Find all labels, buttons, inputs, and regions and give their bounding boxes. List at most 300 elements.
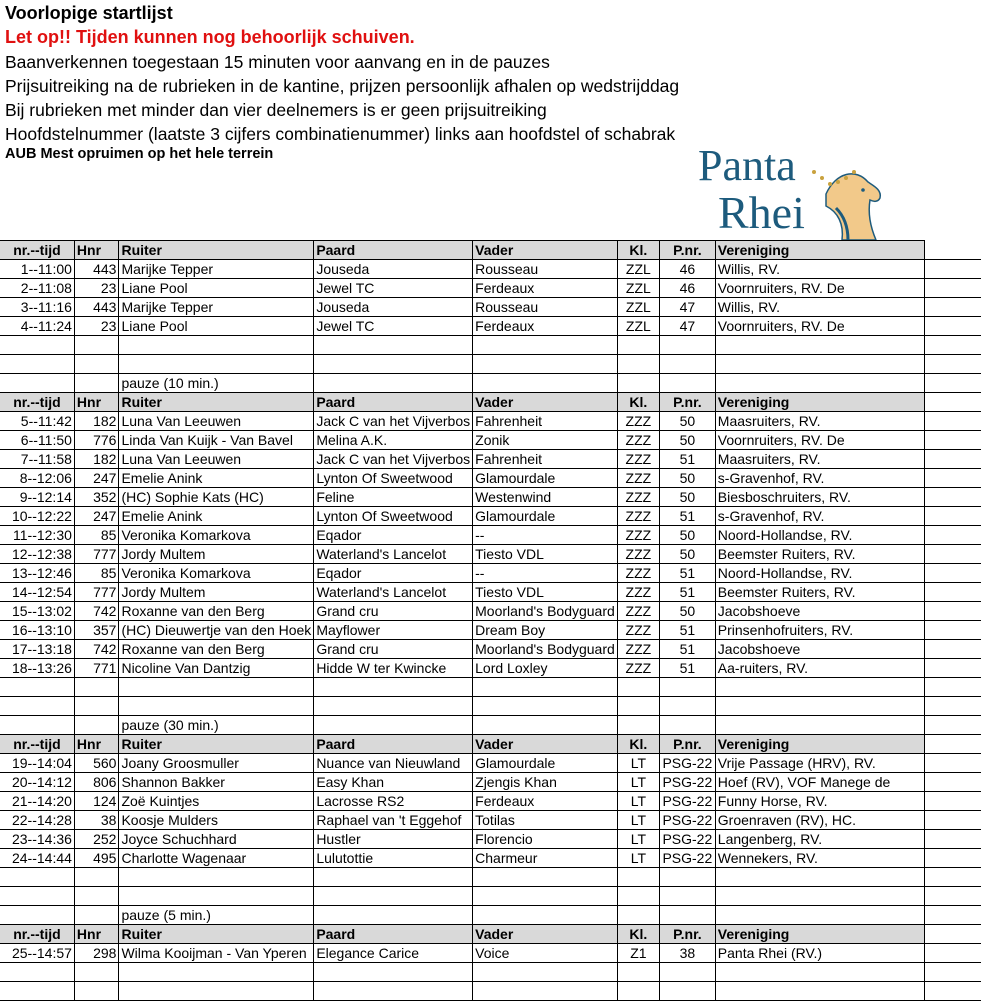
horse-cell: Mayflower (314, 621, 473, 640)
sire-cell: Ferdeaux (473, 317, 618, 336)
hnr-cell: 560 (74, 754, 119, 773)
empty-cell (924, 545, 981, 564)
start-number-time-cell: 12--12:38 (0, 545, 74, 564)
empty-cell (74, 374, 119, 393)
class-cell: ZZL (617, 260, 659, 279)
empty-row (0, 887, 981, 906)
protocol-number-cell: 50 (659, 412, 715, 431)
empty-row (0, 982, 981, 1001)
empty-cell (924, 431, 981, 450)
hnr-cell: 443 (74, 260, 119, 279)
empty-cell (924, 298, 981, 317)
table-row (0, 298, 981, 317)
start-number-time-cell: 13--12:46 (0, 564, 74, 583)
info-line-2: Prijsuitreiking na de rubrieken in de kantine, prijzen persoonlijk afhalen op wedstrijddag (5, 76, 680, 96)
club-cell: Biesboschruiters, RV. (715, 488, 924, 507)
empty-cell (659, 906, 715, 925)
sire-cell: Glamourdale (473, 469, 618, 488)
empty-cell (119, 963, 314, 982)
horse-cell: Jewel TC (314, 317, 473, 336)
club-cell: s-Gravenhof, RV. (715, 507, 924, 526)
hnr-cell: 182 (74, 450, 119, 469)
class-cell: ZZZ (617, 488, 659, 507)
horse-cell: Lacrosse RS2 (314, 792, 473, 811)
start-number-time-cell: 22--14:28 (0, 811, 74, 830)
protocol-number-cell: 46 (659, 279, 715, 298)
protocol-number-cell: PSG-22 (659, 849, 715, 868)
sire-cell: -- (473, 526, 618, 545)
sire-cell: Ferdeaux (473, 792, 618, 811)
protocol-number-cell: 47 (659, 317, 715, 336)
horse-cell: Hidde W ter Kwincke (314, 659, 473, 678)
pause-label: pauze (10 min.) (119, 374, 314, 393)
empty-cell (0, 982, 74, 1001)
table-row (0, 317, 981, 336)
hnr-cell: 124 (74, 792, 119, 811)
empty-cell (314, 906, 473, 925)
empty-cell (314, 868, 473, 887)
protocol-number-cell: 50 (659, 602, 715, 621)
horse-cell: Jewel TC (314, 279, 473, 298)
protocol-number-cell: 51 (659, 659, 715, 678)
sire-cell: Zonik (473, 431, 618, 450)
table-row (0, 640, 981, 659)
sire-cell: Ferdeaux (473, 279, 618, 298)
column-header: Vader (473, 735, 618, 754)
empty-cell (473, 887, 618, 906)
empty-cell (924, 564, 981, 583)
hnr-cell: 182 (74, 412, 119, 431)
class-cell: ZZZ (617, 412, 659, 431)
rider-cell: Joany Groosmuller (119, 754, 314, 773)
info-line-4: Hoofdstelnummer (laatste 3 cijfers combinatienummer) links aan hoofdstel of schabrak (5, 124, 676, 144)
empty-cell (715, 982, 924, 1001)
empty-cell (924, 716, 981, 735)
panta-rhei-logo (698, 142, 884, 246)
class-cell: ZZZ (617, 602, 659, 621)
hnr-cell: 247 (74, 469, 119, 488)
empty-cell (119, 355, 314, 374)
class-cell: ZZL (617, 279, 659, 298)
horse-cell: Waterland's Lancelot (314, 545, 473, 564)
empty-cell (473, 716, 618, 735)
table-row (0, 621, 981, 640)
info-line-3: Bij rubrieken met minder dan vier deelnemers is er geen prijsuitreiking (5, 100, 547, 120)
horse-cell: Jouseda (314, 260, 473, 279)
horse-cell: Elegance Carice (314, 944, 473, 963)
empty-cell (924, 792, 981, 811)
start-number-time-cell: 21--14:20 (0, 792, 74, 811)
class-cell: ZZZ (617, 450, 659, 469)
column-header: Ruiter (119, 241, 314, 260)
class-cell: LT (617, 792, 659, 811)
horse-cell: Easy Khan (314, 773, 473, 792)
horse-cell: Jouseda (314, 298, 473, 317)
sire-cell: Dream Boy (473, 621, 618, 640)
horse-head-icon (826, 174, 880, 240)
protocol-number-cell: 46 (659, 260, 715, 279)
protocol-number-cell: PSG-22 (659, 830, 715, 849)
empty-cell (659, 374, 715, 393)
rider-cell: Koosje Mulders (119, 811, 314, 830)
rider-cell: Nicoline Van Dantzig (119, 659, 314, 678)
empty-cell (617, 678, 659, 697)
empty-cell (924, 507, 981, 526)
protocol-number-cell: 51 (659, 583, 715, 602)
hnr-cell: 495 (74, 849, 119, 868)
horse-cell: Nuance van Nieuwland (314, 754, 473, 773)
logo-text-2: Rhei (718, 187, 805, 238)
sire-cell: -- (473, 564, 618, 583)
empty-cell (314, 963, 473, 982)
start-number-time-cell: 3--11:16 (0, 298, 74, 317)
sire-cell: Tiesto VDL (473, 583, 618, 602)
protocol-number-cell: 50 (659, 526, 715, 545)
protocol-number-cell: 51 (659, 640, 715, 659)
empty-cell (924, 355, 981, 374)
sire-cell: Florencio (473, 830, 618, 849)
hnr-cell: 443 (74, 298, 119, 317)
empty-cell (924, 640, 981, 659)
empty-cell (74, 716, 119, 735)
class-cell: ZZL (617, 317, 659, 336)
rider-cell: Liane Pool (119, 279, 314, 298)
horse-cell: Melina A.K. (314, 431, 473, 450)
start-number-time-cell: 19--14:04 (0, 754, 74, 773)
empty-cell (924, 279, 981, 298)
empty-cell (74, 868, 119, 887)
empty-cell (715, 716, 924, 735)
column-header: Hnr (74, 241, 119, 260)
horse-cell: Hustler (314, 830, 473, 849)
rider-cell: Wilma Kooijman - Van Yperen (119, 944, 314, 963)
hnr-cell: 38 (74, 811, 119, 830)
club-cell: Beemster Ruiters, RV. (715, 545, 924, 564)
hnr-cell: 771 (74, 659, 119, 678)
empty-cell (715, 355, 924, 374)
protocol-number-cell: 51 (659, 507, 715, 526)
rider-cell: Roxanne van den Berg (119, 602, 314, 621)
column-header: nr.--tijd (0, 735, 74, 754)
table-header-row (0, 735, 981, 754)
empty-cell (617, 963, 659, 982)
club-cell: Noord-Hollandse, RV. (715, 564, 924, 583)
sire-cell: Moorland's Bodyguard (473, 640, 618, 659)
start-number-time-cell: 17--13:18 (0, 640, 74, 659)
start-number-time-cell: 9--12:14 (0, 488, 74, 507)
class-cell: ZZZ (617, 659, 659, 678)
empty-cell (0, 697, 74, 716)
club-cell: Maasruiters, RV. (715, 412, 924, 431)
empty-cell (715, 906, 924, 925)
column-header: Kl. (617, 393, 659, 412)
hnr-cell: 298 (74, 944, 119, 963)
empty-cell (659, 963, 715, 982)
club-cell: Jacobshoeve (715, 640, 924, 659)
empty-cell (924, 393, 981, 412)
start-number-time-cell: 14--12:54 (0, 583, 74, 602)
column-header: Ruiter (119, 393, 314, 412)
table-row (0, 659, 981, 678)
start-number-time-cell: 25--14:57 (0, 944, 74, 963)
empty-cell (74, 336, 119, 355)
empty-cell (924, 735, 981, 754)
hnr-cell: 357 (74, 621, 119, 640)
hnr-cell: 247 (74, 507, 119, 526)
rider-cell: (HC) Sophie Kats (HC) (119, 488, 314, 507)
club-cell: Willis, RV. (715, 260, 924, 279)
hnr-cell: 742 (74, 640, 119, 659)
start-number-time-cell: 18--13:26 (0, 659, 74, 678)
empty-cell (314, 982, 473, 1001)
protocol-number-cell: PSG-22 (659, 792, 715, 811)
class-cell: ZZZ (617, 431, 659, 450)
pause-row (0, 906, 981, 925)
start-number-time-cell: 6--11:50 (0, 431, 74, 450)
empty-cell (715, 678, 924, 697)
empty-cell (924, 526, 981, 545)
table-row (0, 431, 981, 450)
empty-cell (617, 982, 659, 1001)
start-number-time-cell: 15--13:02 (0, 602, 74, 621)
rider-cell: Veronika Komarkova (119, 564, 314, 583)
empty-cell (924, 906, 981, 925)
info-line-1: Baanverkennen toegestaan 15 minuten voor aanvang en in de pauzes (5, 52, 550, 72)
column-header: Vader (473, 925, 618, 944)
column-header: Paard (314, 241, 473, 260)
empty-cell (924, 241, 981, 260)
class-cell: ZZZ (617, 564, 659, 583)
sire-cell: Fahrenheit (473, 450, 618, 469)
empty-cell (659, 887, 715, 906)
startlist-table (0, 240, 981, 1001)
club-cell: Funny Horse, RV. (715, 792, 924, 811)
hnr-cell: 23 (74, 279, 119, 298)
pause-row (0, 374, 981, 393)
empty-cell (924, 621, 981, 640)
horse-cell: Eqador (314, 526, 473, 545)
start-number-time-cell: 24--14:44 (0, 849, 74, 868)
column-header: P.nr. (659, 925, 715, 944)
empty-cell (659, 336, 715, 355)
column-header: P.nr. (659, 393, 715, 412)
sire-cell: Charmeur (473, 849, 618, 868)
empty-cell (74, 697, 119, 716)
start-number-time-cell: 7--11:58 (0, 450, 74, 469)
club-cell: Prinsenhofruiters, RV. (715, 621, 924, 640)
rider-cell: Linda Van Kuijk - Van Bavel (119, 431, 314, 450)
empty-cell (0, 906, 74, 925)
protocol-number-cell: 50 (659, 469, 715, 488)
protocol-number-cell: 47 (659, 298, 715, 317)
empty-cell (924, 469, 981, 488)
empty-cell (473, 336, 618, 355)
empty-cell (924, 811, 981, 830)
rider-cell: Veronika Komarkova (119, 526, 314, 545)
column-header: Kl. (617, 735, 659, 754)
empty-cell (924, 963, 981, 982)
table-row (0, 811, 981, 830)
empty-row (0, 678, 981, 697)
club-cell: Noord-Hollandse, RV. (715, 526, 924, 545)
empty-cell (314, 697, 473, 716)
column-header: Vereniging (715, 735, 924, 754)
empty-cell (924, 868, 981, 887)
empty-cell (715, 697, 924, 716)
empty-cell (0, 374, 74, 393)
club-cell: Voornruiters, RV. De (715, 317, 924, 336)
empty-cell (715, 374, 924, 393)
empty-cell (119, 336, 314, 355)
class-cell: LT (617, 754, 659, 773)
table-row (0, 507, 981, 526)
start-number-time-cell: 23--14:36 (0, 830, 74, 849)
column-header: Kl. (617, 241, 659, 260)
empty-cell (74, 963, 119, 982)
empty-cell (74, 887, 119, 906)
column-header: Paard (314, 925, 473, 944)
empty-cell (0, 716, 74, 735)
club-cell: Wennekers, RV. (715, 849, 924, 868)
protocol-number-cell: 50 (659, 545, 715, 564)
rider-cell: Zoë Kuintjes (119, 792, 314, 811)
column-header: P.nr. (659, 241, 715, 260)
rider-cell: (HC) Dieuwertje van den Hoek (119, 621, 314, 640)
class-cell: ZZZ (617, 640, 659, 659)
hnr-cell: 252 (74, 830, 119, 849)
empty-cell (314, 887, 473, 906)
empty-cell (74, 678, 119, 697)
club-cell: Maasruiters, RV. (715, 450, 924, 469)
empty-cell (924, 944, 981, 963)
empty-cell (617, 906, 659, 925)
hnr-cell: 85 (74, 564, 119, 583)
column-header: Kl. (617, 925, 659, 944)
column-header: nr.--tijd (0, 925, 74, 944)
sire-cell: Tiesto VDL (473, 545, 618, 564)
column-header: Ruiter (119, 925, 314, 944)
hnr-cell: 742 (74, 602, 119, 621)
club-cell: Beemster Ruiters, RV. (715, 583, 924, 602)
empty-cell (924, 336, 981, 355)
empty-cell (473, 982, 618, 1001)
column-header: Vereniging (715, 925, 924, 944)
empty-cell (617, 868, 659, 887)
table-header-row (0, 241, 981, 260)
empty-cell (74, 355, 119, 374)
table-row (0, 488, 981, 507)
empty-cell (617, 336, 659, 355)
table-row (0, 583, 981, 602)
rider-cell: Luna Van Leeuwen (119, 450, 314, 469)
column-header: Hnr (74, 393, 119, 412)
empty-cell (74, 906, 119, 925)
empty-cell (617, 374, 659, 393)
empty-cell (924, 488, 981, 507)
logo-text-1: Panta (698, 142, 796, 190)
club-cell: s-Gravenhof, RV. (715, 469, 924, 488)
empty-cell (924, 678, 981, 697)
class-cell: LT (617, 773, 659, 792)
class-cell: LT (617, 830, 659, 849)
empty-cell (924, 260, 981, 279)
table-row (0, 412, 981, 431)
empty-cell (617, 716, 659, 735)
hnr-cell: 777 (74, 583, 119, 602)
horse-cell: Grand cru (314, 602, 473, 621)
hnr-cell: 806 (74, 773, 119, 792)
start-number-time-cell: 8--12:06 (0, 469, 74, 488)
table-row (0, 754, 981, 773)
class-cell: ZZZ (617, 583, 659, 602)
horse-cell: Raphael van 't Eggehof (314, 811, 473, 830)
table-row (0, 260, 981, 279)
club-cell: Groenraven (RV), HC. (715, 811, 924, 830)
empty-cell (715, 868, 924, 887)
club-cell: Hoef (RV), VOF Manege de (715, 773, 924, 792)
empty-cell (924, 697, 981, 716)
empty-cell (924, 982, 981, 1001)
table-header-row (0, 393, 981, 412)
club-cell: Willis, RV. (715, 298, 924, 317)
empty-cell (473, 678, 618, 697)
empty-cell (715, 336, 924, 355)
table-row (0, 792, 981, 811)
empty-cell (659, 697, 715, 716)
empty-row (0, 868, 981, 887)
empty-cell (119, 868, 314, 887)
horse-cell: Jack C van het Vijverbos (314, 450, 473, 469)
empty-row (0, 355, 981, 374)
empty-cell (924, 412, 981, 431)
empty-cell (659, 716, 715, 735)
horse-cell: Lynton Of Sweetwood (314, 469, 473, 488)
empty-cell (924, 830, 981, 849)
column-header: nr.--tijd (0, 393, 74, 412)
empty-cell (473, 355, 618, 374)
empty-cell (659, 982, 715, 1001)
club-cell: Voornruiters, RV. De (715, 431, 924, 450)
start-number-time-cell: 1--11:00 (0, 260, 74, 279)
empty-cell (0, 963, 74, 982)
table-row (0, 944, 981, 963)
table-row (0, 602, 981, 621)
empty-cell (314, 678, 473, 697)
rider-cell: Jordy Multem (119, 583, 314, 602)
table-row (0, 545, 981, 564)
column-header: Hnr (74, 735, 119, 754)
table-row (0, 564, 981, 583)
empty-cell (924, 887, 981, 906)
rider-cell: Joyce Schuchhard (119, 830, 314, 849)
table-row (0, 279, 981, 298)
protocol-number-cell: 50 (659, 431, 715, 450)
empty-cell (924, 450, 981, 469)
column-header: Vereniging (715, 393, 924, 412)
empty-cell (0, 355, 74, 374)
rider-cell: Liane Pool (119, 317, 314, 336)
empty-cell (473, 374, 618, 393)
empty-cell (924, 925, 981, 944)
empty-cell (0, 868, 74, 887)
protocol-number-cell: 51 (659, 564, 715, 583)
empty-cell (924, 659, 981, 678)
empty-cell (314, 336, 473, 355)
sire-cell: Totilas (473, 811, 618, 830)
horse-cell: Waterland's Lancelot (314, 583, 473, 602)
protocol-number-cell: 51 (659, 621, 715, 640)
class-cell: ZZZ (617, 507, 659, 526)
